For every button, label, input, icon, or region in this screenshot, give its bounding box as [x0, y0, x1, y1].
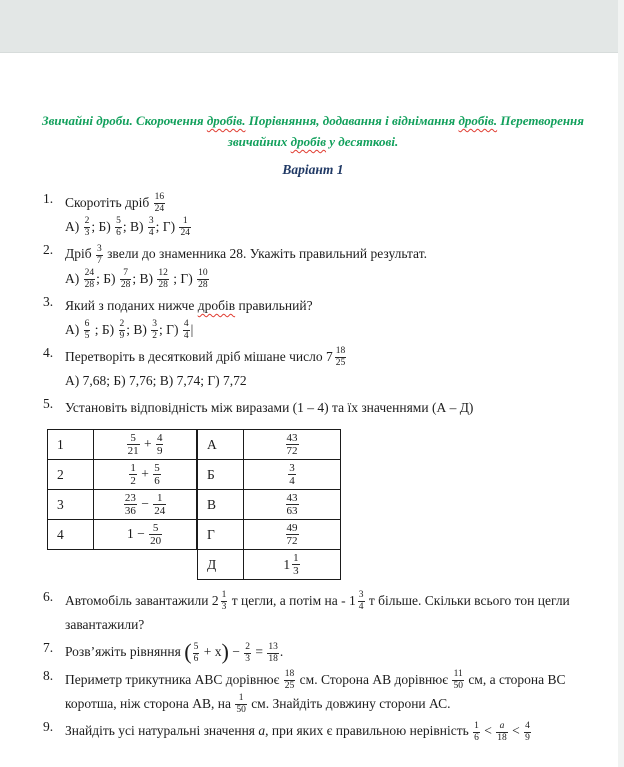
match-left-row: [48, 430, 197, 460]
worksheet-page: [0, 111, 624, 744]
fraction-numerator: 3: [96, 243, 102, 254]
fraction-denominator: 36: [124, 505, 136, 518]
fraction-denominator: 3: [84, 228, 90, 239]
fraction: [286, 432, 299, 458]
match-left-body: [48, 430, 197, 550]
problem-line: Периметр трикутника АВС дорівнює $\frac{18}{25}$ см. Сторона АВ дорівнює $\frac{11}{50}$ см, а сторона ВС коротша, ніж сторона АВ, на $\frac{1}{50}$ см. Знайдіть довжину сторони АС.: [65, 669, 566, 716]
problem-body: [65, 719, 598, 743]
fraction-numerator: 1: [182, 216, 188, 227]
mixed-number: 1 $\frac{1}{3}$: [283, 551, 299, 578]
fraction: [183, 319, 190, 342]
fraction-denominator: 6: [474, 732, 479, 743]
fraction-denominator: 24: [154, 204, 165, 214]
match-left-table: [47, 429, 197, 550]
problem-body: [65, 589, 598, 637]
fraction-denominator: 3: [221, 601, 227, 612]
fraction: [473, 721, 480, 744]
fraction-numerator: 1: [156, 491, 163, 504]
top-band: [0, 0, 624, 53]
problem-number: 9.: [43, 719, 54, 735]
fraction: [235, 693, 247, 716]
fraction: [179, 216, 191, 239]
problem-item: [28, 294, 598, 342]
problem-number: 3.: [43, 293, 54, 309]
letter-cell: Г: [198, 520, 244, 550]
fraction: [153, 492, 166, 518]
problem-line: А) $\frac{2}{3}$ ; Б) $\frac{5}{6}$ ; В) $\frac{3}{4}$ ; Г) $\frac{1}{24}$: [65, 216, 190, 239]
fraction-denominator: 50: [236, 705, 246, 716]
letter-cell: Д: [198, 550, 244, 580]
fraction-denominator: 4: [358, 601, 364, 612]
value-cell: [244, 490, 341, 520]
fraction-numerator: 1: [238, 693, 244, 704]
value-cell: [244, 460, 341, 490]
fraction-denominator: 50: [453, 680, 463, 691]
fraction-numerator: a: [499, 720, 505, 731]
fraction: [84, 268, 96, 291]
fraction-numerator: 11: [453, 669, 463, 680]
fraction-numerator: 5: [154, 461, 160, 474]
fraction-numerator: 43: [286, 431, 298, 444]
big-paren: (: [184, 639, 192, 665]
fraction-numerator: 5: [152, 521, 159, 534]
fraction-numerator: 2: [84, 216, 90, 227]
fraction-numerator: 5: [130, 431, 136, 444]
fraction: [284, 669, 296, 692]
match-right-row: [198, 430, 341, 460]
match-left-row: [48, 490, 197, 520]
fraction: [358, 590, 365, 613]
letter-cell: Б: [198, 460, 244, 490]
problem-line: Перетворіть в десятковий дріб мішане число 7 $\frac{18}{25}$: [65, 345, 346, 368]
problem-number: 5.: [43, 396, 54, 412]
problem-number: 2.: [43, 242, 54, 258]
fraction: [156, 432, 164, 458]
fraction: [292, 552, 300, 578]
fraction-numerator: 4: [525, 720, 530, 731]
fraction-denominator: 21: [127, 445, 139, 458]
spellcheck-underline: дробів: [197, 297, 236, 313]
mixed-number: 7 $\frac{18}{25}$: [325, 345, 346, 368]
letter-cell: А: [198, 430, 244, 460]
fraction-denominator: 4: [183, 331, 189, 342]
problem-item: [28, 191, 598, 240]
fraction: [496, 721, 508, 744]
expression-number-cell: 3: [48, 490, 94, 520]
worksheet-title: Звичайні дроби. Скорочення дробів. Порівняння, додавання і віднімання дробів. Перетворення звичайних дробів у десяткові.: [42, 113, 584, 149]
fraction: [119, 319, 126, 342]
fraction-denominator: 4: [148, 228, 154, 239]
mixed-number: 1 $\frac{3}{4}$: [349, 589, 364, 612]
fraction-numerator: 6: [84, 319, 90, 330]
fraction-numerator: 1: [293, 551, 299, 564]
fraction-numerator: 2: [119, 319, 125, 330]
expression-number-cell: 2: [48, 460, 94, 490]
value-cell: [244, 520, 341, 550]
fraction: [124, 492, 137, 518]
fraction-denominator: 25: [335, 357, 346, 368]
fraction: [286, 522, 299, 548]
fraction-denominator: 20: [150, 535, 162, 548]
fraction-denominator: 18: [497, 732, 507, 743]
problem-body: [65, 668, 598, 717]
fraction: [148, 216, 155, 239]
expression-cell: $\frac{1}{2}$ + $\frac{5}{6}$: [94, 460, 197, 490]
fraction: [286, 492, 299, 518]
fraction-numerator: 1: [130, 461, 136, 474]
problem-number: 7.: [43, 640, 54, 656]
matching-table: [47, 429, 598, 580]
problem-item: [28, 589, 598, 637]
big-paren: ): [221, 639, 229, 665]
problem-line: Автомобіль завантажили 2 $\frac{1}{3}$ т цегли, а потім на - 1 $\frac{3}{4}$ т більше. Скільки всього тон цегли завантажили?: [65, 589, 570, 633]
fraction-denominator: 18: [268, 653, 278, 664]
fraction: [288, 462, 296, 488]
fraction-numerator: 13: [268, 641, 278, 652]
fraction-numerator: 18: [284, 669, 295, 680]
match-right-table: [197, 429, 341, 580]
fraction-numerator: 23: [124, 491, 136, 504]
fraction-numerator: 3: [358, 589, 364, 600]
fraction-denominator: 9: [156, 445, 163, 458]
fraction: [335, 346, 347, 369]
fraction-denominator: 6: [154, 475, 160, 488]
problems-1-5: [28, 191, 598, 421]
fraction-numerator: 5: [193, 641, 199, 652]
problem-body: [65, 191, 598, 240]
variant-label: Варіант 1: [282, 161, 344, 177]
fraction-denominator: 24: [180, 228, 190, 239]
fraction: [452, 669, 464, 692]
problem-body: [65, 242, 598, 291]
fraction: [127, 432, 140, 458]
expression-cell: $\frac{23}{36}$ − $\frac{1}{24}$: [94, 490, 197, 520]
match-left-row: [48, 460, 197, 490]
problem-line: Установіть відповідність між виразами (1 – 4) та їх значеннями (А – Д): [65, 400, 474, 416]
fraction-numerator: 24: [84, 268, 95, 279]
problem-line: Знайдіть усі натуральні значення a, при яких є правильною нерівність $\frac{1}{6}$ < $\frac{a}{18}$ < $\frac{4}{9}$: [65, 720, 530, 743]
fraction: [84, 319, 91, 342]
fraction-numerator: 43: [286, 491, 298, 504]
expression-number-cell: 1: [48, 430, 94, 460]
fraction-numerator: 1: [474, 720, 479, 731]
fraction-denominator: 28: [158, 279, 168, 290]
fraction: [149, 522, 162, 548]
fraction: [267, 642, 279, 665]
fraction-denominator: 63: [286, 505, 298, 518]
fraction-numerator: 16: [154, 192, 165, 203]
value-cell: [244, 430, 341, 460]
problem-number: 1.: [43, 190, 54, 206]
fraction-denominator: 72: [286, 535, 298, 548]
fraction: [197, 268, 209, 291]
problem-line: А) $\frac{6}{5}$ ; Б) $\frac{2}{9}$ ; В) $\frac{3}{2}$ ; Г) $\frac{4}{4}$ |: [65, 319, 194, 342]
problem-line: А) $\frac{24}{28}$ ; Б) $\frac{7}{28}$ ; В) $\frac{12}{28}$ ; Г) $\frac{10}{28}$: [65, 268, 208, 290]
fraction-numerator: 1: [221, 589, 227, 600]
problem-number: 6.: [43, 589, 54, 605]
fraction-denominator: 28: [84, 279, 95, 290]
fraction-denominator: 28: [120, 279, 131, 290]
fraction: [115, 216, 122, 239]
fraction: [84, 216, 91, 239]
fraction: [221, 590, 228, 613]
problem-item: [28, 345, 598, 393]
fraction: [154, 192, 166, 215]
match-right-row: [198, 460, 341, 490]
problem-body: [65, 294, 598, 342]
fraction-denominator: 72: [286, 445, 298, 458]
problem-body: [65, 396, 598, 420]
spellcheck-underline: дробів.: [206, 113, 246, 128]
fraction: [193, 642, 200, 665]
fraction-denominator: 4: [289, 475, 295, 488]
fraction-denominator: 28: [198, 279, 208, 290]
fraction: [244, 642, 251, 665]
match-left-row: [48, 520, 197, 550]
problem-item: [28, 640, 598, 664]
match-right-row: [198, 550, 341, 580]
fraction-numerator: 3: [289, 461, 295, 474]
scrollbar-track[interactable]: [618, 0, 624, 767]
fraction-numerator: 49: [286, 521, 298, 534]
fraction-numerator: 4: [156, 431, 163, 444]
fraction: [157, 268, 169, 291]
fraction-numerator: 5: [116, 216, 121, 227]
fraction-numerator: 4: [183, 319, 189, 330]
expression-number-cell: 4: [48, 520, 94, 550]
fraction-denominator: 5: [84, 331, 90, 342]
spellcheck-underline: дробів: [290, 133, 327, 149]
problem-body: [65, 640, 598, 664]
match-right-row: [198, 520, 341, 550]
fraction-denominator: 24: [154, 505, 166, 518]
problem-item: [28, 719, 598, 743]
problems-6-9: [28, 589, 598, 743]
expression-cell: 1 − $\frac{5}{20}$: [94, 520, 197, 550]
problem-number: 4.: [43, 345, 54, 361]
fraction: [96, 244, 103, 267]
expression-cell: $\frac{5}{21}$ + $\frac{4}{9}$: [94, 430, 197, 460]
problem-item: [28, 668, 598, 717]
fraction-denominator: 2: [130, 475, 136, 488]
fraction-numerator: 12: [158, 268, 168, 279]
fraction-denominator: 3: [293, 565, 299, 578]
match-right-body: [198, 430, 341, 580]
problem-line: Скоротіть дріб $\frac{16}{24}$: [65, 192, 165, 214]
mixed-number: 2 $\frac{1}{3}$: [211, 589, 227, 612]
fraction: [524, 721, 531, 744]
problem-item: [28, 242, 598, 291]
problem-line: А) 7,68; Б) 7,76; В) 7,74; Г) 7,72: [65, 373, 247, 389]
fraction-denominator: 7: [96, 255, 102, 266]
fraction-denominator: 6: [116, 228, 121, 239]
fraction-numerator: 18: [335, 345, 346, 356]
fraction-numerator: 3: [148, 216, 154, 227]
letter-cell: В: [198, 490, 244, 520]
spellcheck-underline: дробів.: [458, 113, 498, 128]
fraction-numerator: 7: [123, 268, 128, 279]
problem-line: Який з поданих нижче дробів правильний?: [65, 297, 313, 313]
match-right-row: [198, 490, 341, 520]
fraction-numerator: 2: [245, 641, 251, 652]
fraction: [151, 319, 158, 342]
fraction-numerator: 10: [198, 268, 208, 279]
problem-line: Розв’яжіть рівняння ( $\frac{5}{6}$ + х) − $\frac{2}{3}$ = $\frac{13}{18}$ .: [65, 639, 284, 665]
fraction-denominator: 3: [245, 653, 251, 664]
fraction: [120, 268, 132, 291]
fraction: [153, 462, 161, 488]
fraction-denominator: 9: [119, 331, 125, 342]
problem-body: [65, 345, 598, 393]
fraction-denominator: 9: [525, 732, 530, 743]
problem-number: 8.: [43, 667, 54, 683]
fraction: [129, 462, 137, 488]
fraction-numerator: 3: [152, 319, 158, 330]
fraction-denominator: 6: [193, 653, 199, 664]
variable: a: [258, 723, 266, 739]
fraction-denominator: 25: [284, 680, 295, 691]
problem-line: Дріб $\frac{3}{7}$ звели до знаменника 28. Укажіть правильний результат.: [65, 243, 427, 266]
problem-item: [28, 396, 598, 420]
value-cell: [244, 550, 341, 580]
fraction-denominator: 2: [152, 331, 158, 342]
